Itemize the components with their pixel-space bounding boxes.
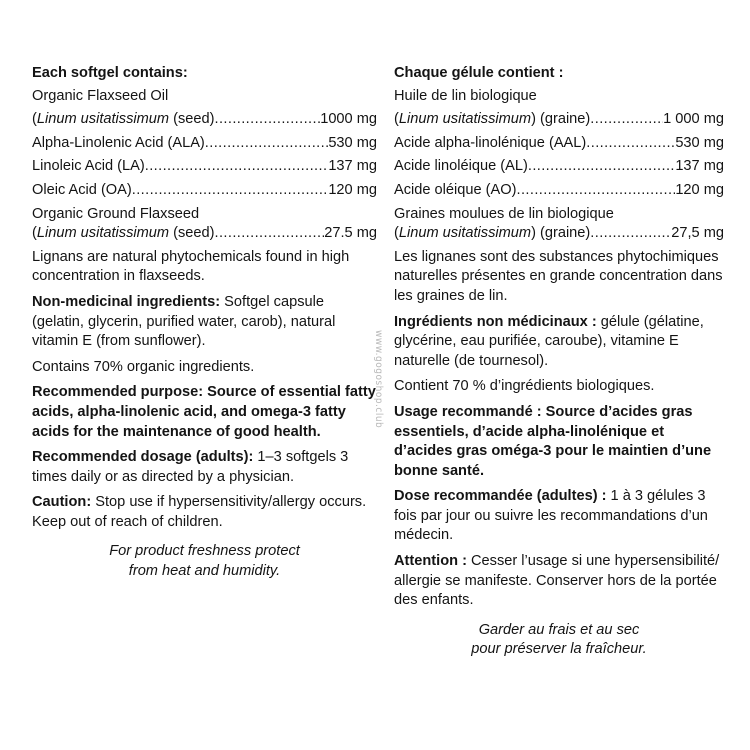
dot-leader	[590, 110, 663, 130]
recommended-dosage	[32, 448, 377, 487]
contents-heading: Each softgel contains:	[32, 65, 188, 81]
dosage-text: 1–3 softgels 3 times daily or as directed by a physician.	[32, 449, 349, 485]
ground-flaxseed-part-fr: ) (graine)	[531, 225, 591, 242]
ground-flaxseed-part: (seed)	[169, 225, 215, 242]
non-medicinal-label-fr: Ingrédients non médicinaux :	[394, 313, 597, 330]
la-label: Linoleic Acid (LA)	[32, 158, 145, 175]
non-medicinal-label: Non-medicinal ingredients:	[32, 293, 221, 310]
flaxseed-oil-name: Organic Flaxseed Oil	[32, 87, 169, 104]
recommended-dosage-fr	[394, 487, 724, 546]
caution-label: Caution:	[32, 494, 92, 511]
la-value: 137 mg	[328, 158, 377, 175]
dot-leader	[586, 134, 675, 154]
french-column	[394, 64, 724, 660]
flaxseed-oil-part: (seed)	[169, 111, 215, 128]
ground-flaxseed-row: (Linum usitatissimum (seed) ..... 27.5 mg	[32, 224, 377, 244]
ground-flaxseed-value: 27.5 mg	[324, 225, 377, 242]
non-medicinal-text: Softgel capsule (gelatin, glycerin, purified water, carob), natural vitamin E (from sunflower).	[32, 293, 336, 350]
lignans-text: Lignans are natural phytochemicals found in high concentration in flaxseeds.	[32, 248, 350, 285]
freshness-line-1: For product freshness protect	[109, 543, 300, 560]
ground-flaxseed-row-fr: (Linum usitatissimum) (graine) ..... 27,5 mg	[394, 224, 724, 244]
freshness-line-2-fr: pour préserver la fraîcheur.	[471, 641, 647, 658]
ground-flaxseed-latin: Linum usitatissimum	[36, 225, 170, 242]
organic-content-fr: Contient 70 % d’ingrédients biologiques.	[394, 378, 655, 395]
flaxseed-oil-row-fr: (Linum usitatissimum) (graine) ..... 1 000 mg	[394, 110, 724, 130]
caution	[32, 493, 377, 532]
flaxseed-oil-latin-fr: Linum usitatissimum	[398, 111, 532, 128]
flaxseed-oil-row: (Linum usitatissimum (seed) ..... 1000 mg	[32, 110, 377, 130]
watermark: www.gogoshop.club	[373, 330, 384, 429]
ala-label-fr: Acide alpha-linolénique (AAL)	[394, 134, 587, 151]
freshness-line-1-fr: Garder au frais et au sec	[478, 621, 640, 638]
non-medicinal-ingredients	[32, 293, 377, 352]
caution-text-fr: Cesser l’usage si une hypersensibilité/ allergie se manifeste. Conserver hors de la portée des enfants.	[394, 553, 720, 609]
organic-content: Contains 70% organic ingredients.	[32, 358, 255, 375]
freshness-line-2: from heat and humidity.	[128, 563, 281, 580]
oa-row	[32, 181, 377, 201]
ala-row	[32, 134, 377, 154]
la-row	[32, 157, 377, 177]
ala-value: 530 mg	[328, 134, 377, 151]
oa-row-fr	[394, 181, 724, 201]
dosage-label-fr: Dose recommandée (adultes) :	[394, 488, 607, 505]
dot-leader	[145, 157, 329, 177]
dot-leader	[215, 110, 321, 130]
non-medicinal-ingredients-fr	[394, 313, 724, 372]
non-medicinal-text-fr: gélule (gélatine, glycérine, eau purifiée, caroube), vitamine E naturelle (de tournesol).	[394, 313, 704, 369]
flaxseed-oil-part-fr: ) (graine)	[531, 111, 591, 128]
caution-label-fr: Attention :	[394, 553, 467, 570]
dosage-label: Recommended dosage (adults):	[32, 449, 254, 466]
la-value-fr: 137 mg	[675, 158, 724, 175]
dosage-text-fr: 1 à 3 gélules 3 fois par jour ou suivre les recommandations d’un médecin.	[394, 488, 708, 544]
contents-heading-fr: Chaque gélule contient :	[394, 65, 564, 81]
flaxseed-oil-latin: Linum usitatissimum	[36, 111, 170, 128]
caution-text: Stop use if hypersensitivity/allergy occurs. Keep out of reach of children.	[32, 494, 367, 530]
ala-value-fr: 530 mg	[675, 134, 724, 151]
ground-flaxseed-latin-fr: Linum usitatissimum	[398, 225, 532, 242]
ground-flaxseed-value-fr: 27,5 mg	[671, 225, 724, 242]
la-label-fr: Acide linoléique (AL)	[394, 158, 528, 175]
flaxseed-oil-name-fr: Huile de lin biologique	[394, 87, 537, 104]
dot-leader	[590, 224, 671, 244]
ala-label: Alpha-Linolenic Acid (ALA)	[32, 134, 205, 151]
ala-row-fr	[394, 134, 724, 154]
freshness-note-fr	[394, 621, 724, 660]
freshness-note	[32, 542, 377, 581]
english-column	[32, 64, 377, 582]
dot-leader	[528, 157, 675, 177]
oa-value-fr: 120 mg	[675, 181, 724, 198]
ground-flaxseed-name-fr: Graines moulues de lin biologique	[394, 205, 614, 222]
flaxseed-oil-value: 1000 mg	[320, 111, 377, 128]
oa-label: Oleic Acid (OA)	[32, 181, 132, 198]
oa-label-fr: Acide oléique (AO)	[394, 181, 517, 198]
la-row-fr	[394, 157, 724, 177]
ground-flaxseed-name: Organic Ground Flaxseed	[32, 205, 200, 222]
oa-value: 120 mg	[328, 181, 377, 198]
caution-fr	[394, 552, 724, 611]
dot-leader	[205, 134, 329, 154]
flaxseed-oil-value-fr: 1 000 mg	[663, 111, 724, 128]
dot-leader	[517, 181, 676, 201]
lignans-text-fr: Les lignanes sont des substances phytochimiques naturelles présentes en grande concentration dans les graines de lin.	[394, 248, 723, 304]
recommended-purpose: Recommended purpose: Source of essential fatty acids, alpha-linolenic acid, and omega-3 fatty acids for the maintenance of good health.	[32, 384, 376, 440]
dot-leader	[132, 181, 329, 201]
recommended-purpose-fr: Usage recommandé : Source d’acides gras essentiels, d’acide alpha-linolénique et d’acides gras oméga-3 pour le maintien d’une bonne santé.	[394, 403, 712, 479]
dot-leader	[215, 224, 325, 244]
